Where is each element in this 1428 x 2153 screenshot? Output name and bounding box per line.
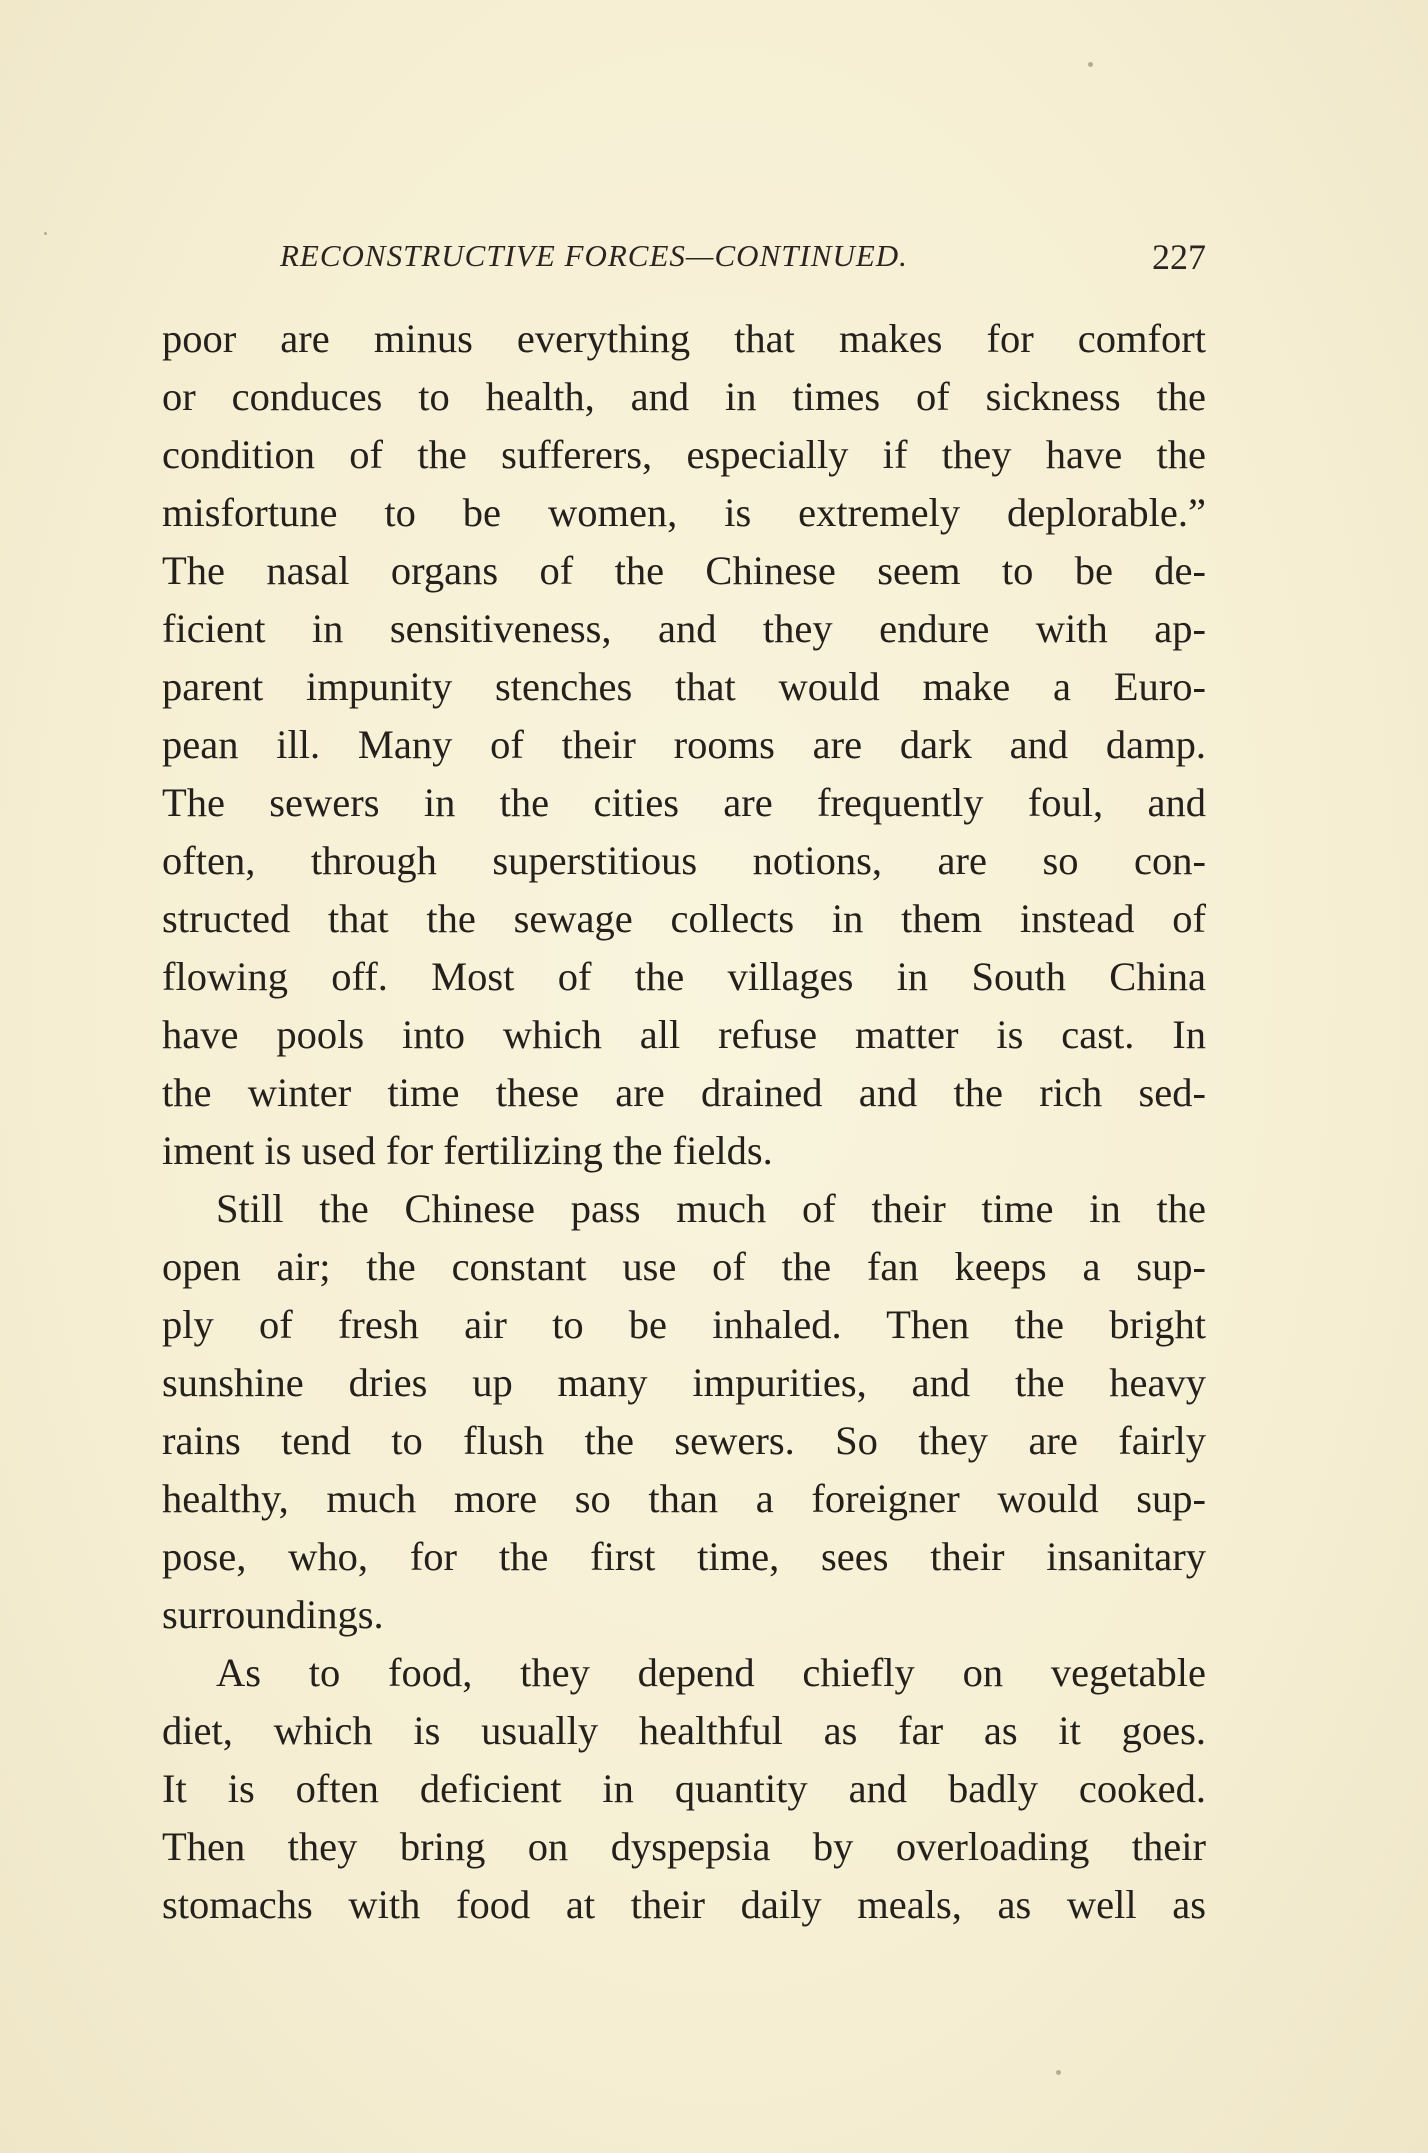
paragraph-2 — [162, 1180, 1206, 1644]
paper-speck — [44, 232, 47, 235]
text-line: the winter time these are drained and the rich sed- — [162, 1070, 1206, 1115]
text-line: pose, who, for the first time, sees their insanitary — [162, 1534, 1206, 1579]
text-line: parent impunity stenches that would make a Euro- — [162, 664, 1206, 709]
text-line: Still the Chinese pass much of their time in the — [216, 1186, 1206, 1231]
text-line: rains tend to flush the sewers. So they are fairly — [162, 1418, 1206, 1463]
text-line: iment is used for fertilizing the fields. — [162, 1128, 773, 1173]
text-line: diet, which is usually healthful as far as it goes. — [162, 1708, 1206, 1753]
text-line: ficient in sensitiveness, and they endure with ap- — [162, 606, 1206, 651]
text-line: It is often deficient in quantity and badly cooked. — [162, 1766, 1206, 1811]
text-line: or conduces to health, and in times of sickness the — [162, 374, 1206, 419]
paragraph-1 — [162, 310, 1206, 1180]
text-line: Then they bring on dyspepsia by overloading their — [162, 1824, 1206, 1869]
text-line: As to food, they depend chiefly on vegetable — [216, 1650, 1206, 1695]
text-line: sunshine dries up many impurities, and the heavy — [162, 1360, 1206, 1405]
text-line: surroundings. — [162, 1592, 384, 1637]
body-text — [162, 310, 1206, 1934]
running-title: RECONSTRUCTIVE FORCES—CONTINUED. — [280, 238, 908, 273]
paper-speck — [1088, 62, 1093, 67]
text-line: stomachs with food at their daily meals, as well as — [162, 1882, 1206, 1927]
text-line: ply of fresh air to be inhaled. Then the bright — [162, 1302, 1206, 1347]
text-line: flowing off. Most of the villages in South China — [162, 954, 1206, 999]
running-head — [162, 232, 1206, 282]
text-line: condition of the sufferers, especially if they have the — [162, 432, 1206, 477]
text-line: healthy, much more so than a foreigner would sup- — [162, 1476, 1206, 1521]
text-line: The sewers in the cities are frequently foul, and — [162, 780, 1206, 825]
paragraph-3 — [162, 1644, 1206, 1934]
text-line: open air; the constant use of the fan keeps a sup- — [162, 1244, 1206, 1289]
paper-speck — [1056, 2070, 1061, 2075]
text-line: The nasal organs of the Chinese seem to be de- — [162, 548, 1206, 593]
text-line: misfortune to be women, is extremely deplorable.” — [162, 490, 1206, 535]
text-line: structed that the sewage collects in them instead of — [162, 896, 1206, 941]
text-line: pean ill. Many of their rooms are dark and damp. — [162, 722, 1206, 767]
page-number: 227 — [1152, 237, 1206, 277]
text-line: have pools into which all refuse matter is cast. In — [162, 1012, 1206, 1057]
text-line: often, through superstitious notions, are so con- — [162, 838, 1206, 883]
text-line: poor are minus everything that makes for comfort — [162, 316, 1206, 361]
